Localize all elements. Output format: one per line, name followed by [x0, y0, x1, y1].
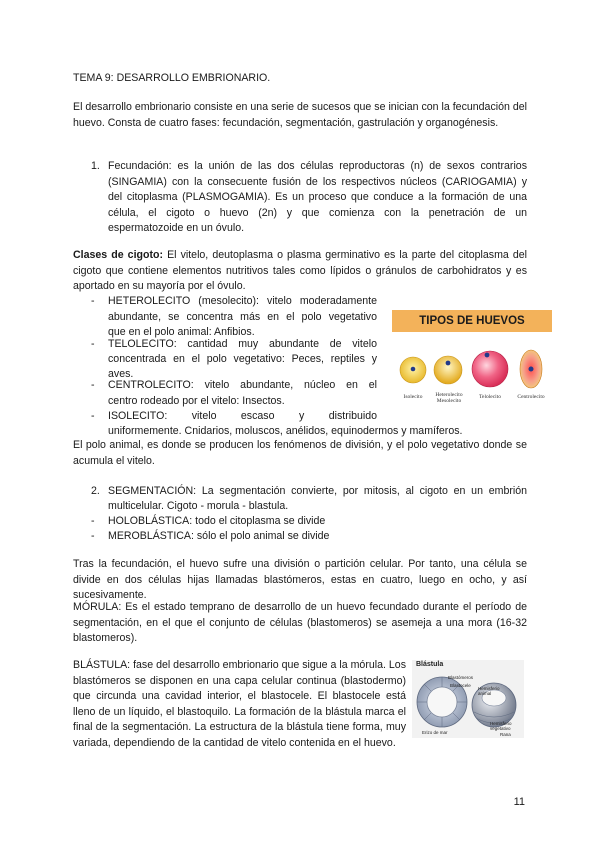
centrolecito-egg-icon: [520, 350, 542, 388]
isolecito-egg-icon: [400, 357, 426, 383]
eggs-title: TIPOS DE HUEVOS: [419, 315, 525, 327]
list-line: SEGMENTACIÓN: La segmentación convierte, por mitosis, al cigoto en un embrión: [108, 485, 527, 497]
bullet-line: centro rodeado por el vitelo: Insectos.: [108, 395, 285, 407]
list-number: 1.: [91, 160, 100, 172]
blastula-paragraph: BLÁSTULA: fase del desarrollo embrionario que sigue a la mórula. Los blastómeros se disponen en una capa celular continua (blastodermo) que circunda una cavidad interior, el blastocele. El blastocele está lleno de un líquido, el blastoquilo. La formación de la blástula marca el final de la segmentación. La estructura de la blástula tiene forma, muy variada, dependiendo de la cantidad de vitelo contenida en el huevo.: [73, 659, 406, 749]
bullet-dash: -: [91, 515, 95, 527]
list-line: célula, el cigoto o huevo (2n) y que comienza con la penetración de un: [108, 207, 527, 219]
blastula-title: Blástula: [416, 661, 444, 668]
page-number: 11: [513, 796, 525, 808]
eggs-banner: [392, 310, 552, 332]
intro-paragraph: El desarrollo embrionario consiste en una serie de sucesos que se inician con la fecundación del huevo. Consta de cuatro fases: fecundación, segmentación, gastrulación y organogénesis.: [73, 101, 527, 129]
clases-paragraph: [73, 248, 527, 295]
blastula-label: Blastocele: [450, 683, 471, 688]
list-line: multicelular. Cigoto - morula - blastula.: [108, 500, 289, 512]
eggs-label: Centrolecito: [517, 394, 545, 400]
bullet-line: abundante, se concentra más en el polo vegetativo: [108, 311, 377, 323]
tras-paragraph: Tras la fecundación, el huevo sufre una división o partición celular. Por tanto, una célula se divide en dos células hijas llamadas blastómeros, estas en cuatro, luego en ocho, y así sucesivamente.: [73, 558, 527, 602]
list-line: (SINGAMIA) con la consecuente fusión de los respectivos núcleos (CARIOGAMIA) y: [108, 176, 527, 188]
eggs-label: Isolecito: [403, 394, 423, 400]
bullet-line: uniformemente. Cnidarios, moluscos, anélidos, equinodermos y mamíferos.: [108, 425, 463, 437]
blastula-label: Rana: [500, 732, 511, 737]
eggs-label: Mesolecito: [436, 398, 462, 404]
blastula-label: Erizo de mar: [422, 730, 448, 735]
page-title: TEMA 9: DESARROLLO EMBRIONARIO.: [73, 72, 271, 84]
eggs-label: Heterolecito: [435, 392, 463, 398]
morula-paragraph: MÓRULA: Es el estado temprano de desarrollo de un huevo fecundado durante el período de segmentación, en el que el conjunto de células (blastomeros) se asemeja a una mora (16-32 blastomeros).: [73, 601, 527, 645]
blastula-label: Hemisferio vegetativo: [490, 721, 512, 731]
telolecito-egg-icon: [472, 351, 508, 387]
list-line: Fecundación: es la unión de las dos células reproductoras (n) de sexos contrarios: [108, 160, 527, 172]
eggs-label: Telolecito: [479, 394, 501, 400]
blastula-label: Blastómeros: [448, 675, 474, 680]
list-line: del citoplasma (PLASMOGAMIA). Es un proceso que conduce a la formación de una: [108, 191, 527, 203]
bullet-dash: -: [91, 295, 95, 307]
bullet-dash: -: [91, 410, 95, 422]
clases-text: El vitelo, deutoplasma o plasma germinativo es la parte del citoplasma del cigoto que contiene elementos nutritivos tales como lípidos o gránulos de carbohidratos y es aportado en su mayoría por el óvulo.: [73, 249, 527, 293]
bullet-line: ISOLECITO: vitelo escaso y distribuido: [108, 410, 377, 422]
list-number: 2.: [91, 485, 100, 497]
bullet-line: aves.: [108, 368, 134, 380]
clases-label: Clases de cigoto:: [73, 249, 163, 261]
blastula-figure: [412, 660, 524, 738]
bullet-line: MEROBLÁSTICA: sólo el polo animal se divide: [108, 530, 330, 542]
blastula-label: Hemisferio animal: [478, 686, 500, 696]
list-line: espermatozoide en un óvulo.: [108, 222, 245, 234]
eggs-figure: [392, 310, 552, 410]
bullet-line: HOLOBLÁSTICA: todo el citoplasma se divide: [108, 515, 326, 527]
bullet-line: que en el polo animal: Anfibios.: [108, 326, 255, 338]
bullet-dash: -: [91, 379, 95, 391]
polo-paragraph: El polo animal, es donde se producen los fenómenos de división, y el polo vegetativo donde se acumula el vitelo.: [73, 439, 527, 467]
heterolecito-egg-icon: [434, 356, 462, 384]
bullet-line: CENTROLECITO: vitelo abundante, núcleo en el: [108, 379, 377, 391]
bullet-line: TELOLECITO: cantidad muy abundante de vitelo: [108, 338, 377, 350]
bullet-dash: -: [91, 530, 95, 542]
bullet-dash: -: [91, 338, 95, 350]
bullet-line: concentrada en el polo vegetativo: Peces, reptiles y: [108, 353, 377, 365]
bullet-line: HETEROLECITO (mesolecito): vitelo moderadamente: [108, 295, 377, 307]
